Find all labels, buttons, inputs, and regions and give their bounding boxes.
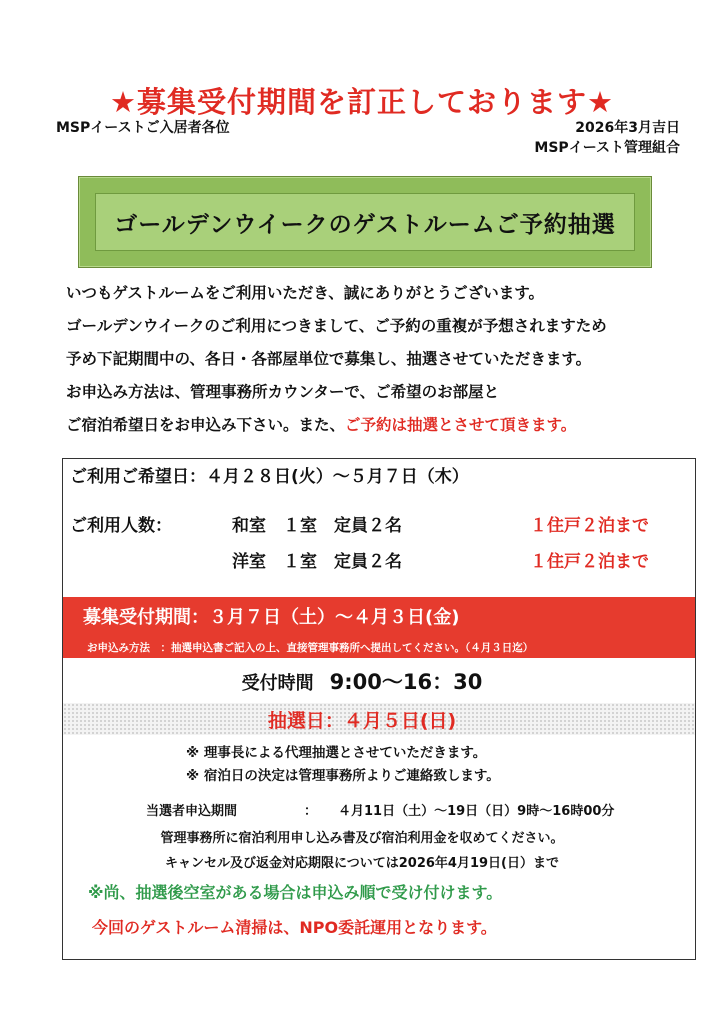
cleaning-note: 今回のゲストルーム清掃は、NPO委託運用となります。 — [92, 918, 497, 937]
reception-label: 受付時間 — [241, 673, 314, 694]
winner-period-separator: ： — [304, 804, 318, 819]
application-period-band — [63, 597, 695, 636]
page-title: ゴールデンウイークのゲストルームご予約抽選 — [114, 211, 616, 238]
intro-line-3: 予め下記期間中の、各日・各部屋単位で募集し、抽選させていただきます。 — [66, 350, 592, 368]
payment-instruction: 管理事務所に宿泊利用申し込み書及び宿泊利用金を収めてください。 — [160, 831, 564, 846]
correction-notice: ★募集受付期間を訂正しております★ — [110, 85, 614, 119]
room-western-limit: １住戸２泊まで — [530, 552, 649, 572]
users-label: ご利用人数： — [70, 516, 172, 536]
lottery-emphasis: ご予約は抽選とさせて頂きます。 — [345, 416, 577, 434]
winner-period-value: ４月11日（土）～19日（日）9時～16時00分 — [338, 804, 615, 819]
note-contact: ※ 宿泊日の決定は管理事務所よりご連絡致します。 — [186, 768, 500, 784]
issuer: MSPイースト管理組合 — [534, 140, 680, 156]
winner-period-label: 当選者申込期間 — [146, 804, 238, 819]
intro-line-5 — [66, 409, 607, 442]
issue-date: 2026年3月吉日 — [575, 120, 680, 136]
room-japanese: 和室 １室 定員２名 — [232, 516, 402, 536]
room-western: 洋室 １室 定員２名 — [232, 552, 402, 572]
vacancy-note: ※尚、抽選後空室がある場合は申込み順で受け付けます。 — [88, 883, 503, 902]
intro-text — [66, 277, 607, 442]
lottery-date: 抽選日：４月５日(日) — [267, 710, 457, 732]
intro-line-5-prefix: ご宿泊希望日をお申込み下さい。また、 — [66, 416, 346, 434]
title-plate — [78, 176, 652, 268]
application-method: お申込み方法 ：抽選申込書ご記入の上、直接管理事務所へ提出してください。（４月３日迄） — [87, 642, 534, 654]
note-proxy-lottery: ※ 理事長による代理抽選とさせていただきます。 — [186, 745, 487, 761]
room-japanese-limit: １住戸２泊まで — [530, 516, 649, 536]
title-plate-inner — [95, 193, 635, 251]
intro-line-4: お申込み方法は、管理事務所カウンターで、ご希望のお部屋と — [66, 383, 500, 401]
application-method-band — [63, 636, 695, 658]
reception-time: 9:00～16：30 — [329, 670, 483, 694]
addressee: MSPイーストご入居者各位 — [56, 120, 230, 136]
cancellation-deadline: キャンセル及び返金対応期限については2026年4月19日(日）まで — [165, 856, 559, 871]
usage-period: ご利用ご希望日：４月２８日(火）～５月７日（木） — [70, 467, 469, 487]
intro-line-1: いつもゲストルームをご利用いただき、誠にありがとうございます。 — [66, 284, 545, 302]
reception-hours — [0, 666, 724, 696]
intro-line-2: ゴールデンウイークのご利用につきまして、ご予約の重複が予想されますため — [66, 317, 607, 335]
application-period: 募集受付期間：３月７日（土）～４月３日(金) — [83, 607, 460, 628]
